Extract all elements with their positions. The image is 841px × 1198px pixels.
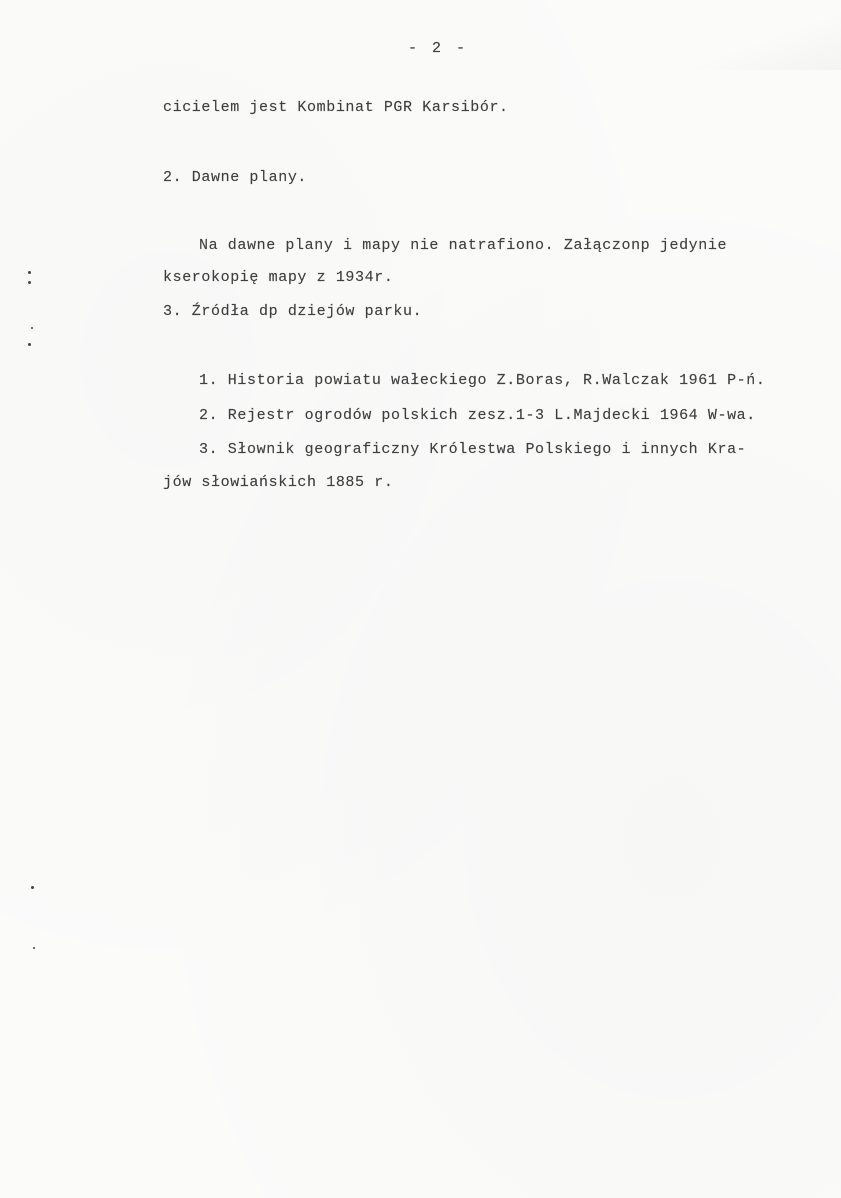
bibliography-item: 1. Historia powiatu wałeckiego Z.Boras, R.Walczak 1961 P-ń. (199, 372, 766, 389)
margin-mark (31, 327, 33, 329)
margin-mark (28, 343, 31, 346)
section-heading: 3. Źródła dp dziejów parku. (163, 303, 423, 320)
section-heading: 2. Dawne plany. (163, 169, 308, 186)
bibliography-item: 3. Słownik geograficzny Królestwa Polskiego i innych Kra- (199, 441, 747, 458)
text-line: Na dawne plany i mapy nie natrafiono. Załączonp jedynie (199, 237, 728, 254)
bibliography-item: jów słowiańskich 1885 r. (163, 474, 394, 491)
page-number: - 2 - (408, 40, 469, 57)
text-line: cicielem jest Kombinat PGR Karsibór. (163, 99, 509, 116)
margin-mark (31, 886, 34, 889)
page-edge-shadow (621, 0, 841, 70)
margin-mark (28, 271, 31, 274)
margin-mark (28, 281, 31, 284)
text-line: kserokopię mapy z 1934r. (163, 269, 394, 286)
margin-mark (33, 947, 35, 949)
bibliography-item: 2. Rejestr ogrodów polskich zesz.1-3 L.Majdecki 1964 W-wa. (199, 407, 756, 424)
